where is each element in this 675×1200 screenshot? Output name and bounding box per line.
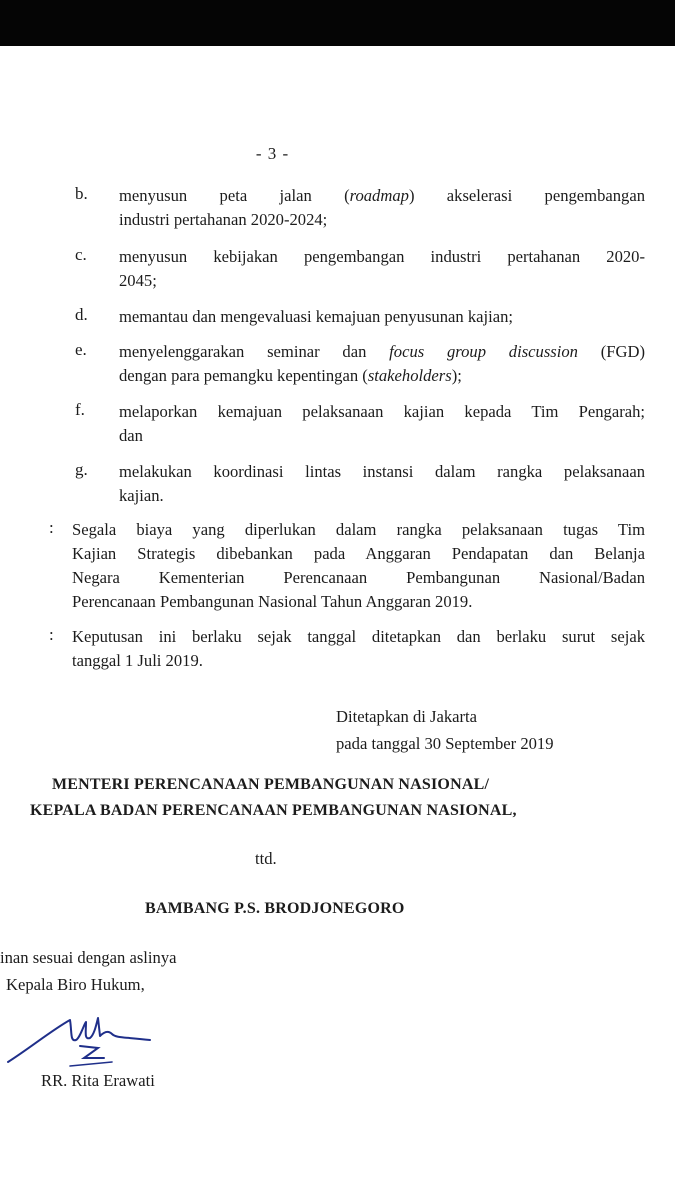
list-item-text: dan [119,426,143,445]
list-item-label: g. [75,460,88,479]
signing-place: Ditetapkan di Jakarta [336,707,477,726]
clause-text: Segala biaya yang diperlukan dalam rangka pelaksanaan tugas Tim [72,520,645,539]
clause-text: tanggal 1 Juli 2019. [72,651,203,670]
list-item-label: d. [75,305,88,324]
attestation-name: RR. Rita Erawati [41,1071,155,1090]
list-item-text: menyelenggarakan seminar dan focus group discussion (FGD) [119,342,645,361]
list-item-text: kajian. [119,486,164,505]
list-item-text: industri pertahanan 2020-2024; [119,210,328,229]
clause-text: Negara Kementerian Perencanaan Pembangunan Nasional/Badan [72,568,645,587]
signing-date: pada tanggal 30 September 2019 [336,734,554,753]
ttd-mark: ttd. [255,849,277,868]
list-item-text: menyusun kebijakan pengembangan industri pertahanan 2020- [119,247,645,266]
top-bar [0,0,675,46]
official-title-line1: MENTERI PERENCANAAN PEMBANGUNAN NASIONAL/ [52,776,490,793]
clause-text: Kajian Strategis dibebankan pada Anggaran Pendapatan dan Belanja [72,544,645,563]
signatory-name: BAMBANG P.S. BRODJONEGORO [145,900,405,917]
attestation-line: inan sesuai dengan aslinya [0,948,177,967]
list-item-text: melaporkan kemajuan pelaksanaan kajian kepada Tim Pengarah; [119,402,645,421]
list-item-text: 2045; [119,271,157,290]
clause-text: Keputusan ini berlaku sejak tanggal ditetapkan dan berlaku surut sejak [72,627,645,646]
attestation-role: Kepala Biro Hukum, [6,975,145,994]
page-number: - 3 - [255,144,290,163]
official-title-line2: KEPALA BADAN PERENCANAAN PEMBANGUNAN NASIONAL, [30,802,517,819]
list-item-text: menyusun peta jalan (roadmap) akselerasi pengembangan [119,186,645,205]
clause-colon: : [49,625,54,644]
list-item-label: f. [75,400,85,419]
list-item-label: e. [75,340,87,359]
clause-text: Perencanaan Pembangunan Nasional Tahun Anggaran 2019. [72,592,473,611]
clause-colon: : [49,518,54,537]
list-item-text: memantau dan mengevaluasi kemajuan penyusunan kajian; [119,307,513,326]
list-item-label: c. [75,245,87,264]
list-item-label: b. [75,184,88,203]
list-item-text: melakukan koordinasi lintas instansi dalam rangka pelaksanaan [119,462,645,481]
list-item-text: dengan para pemangku kepentingan (stakeholders); [119,366,462,385]
